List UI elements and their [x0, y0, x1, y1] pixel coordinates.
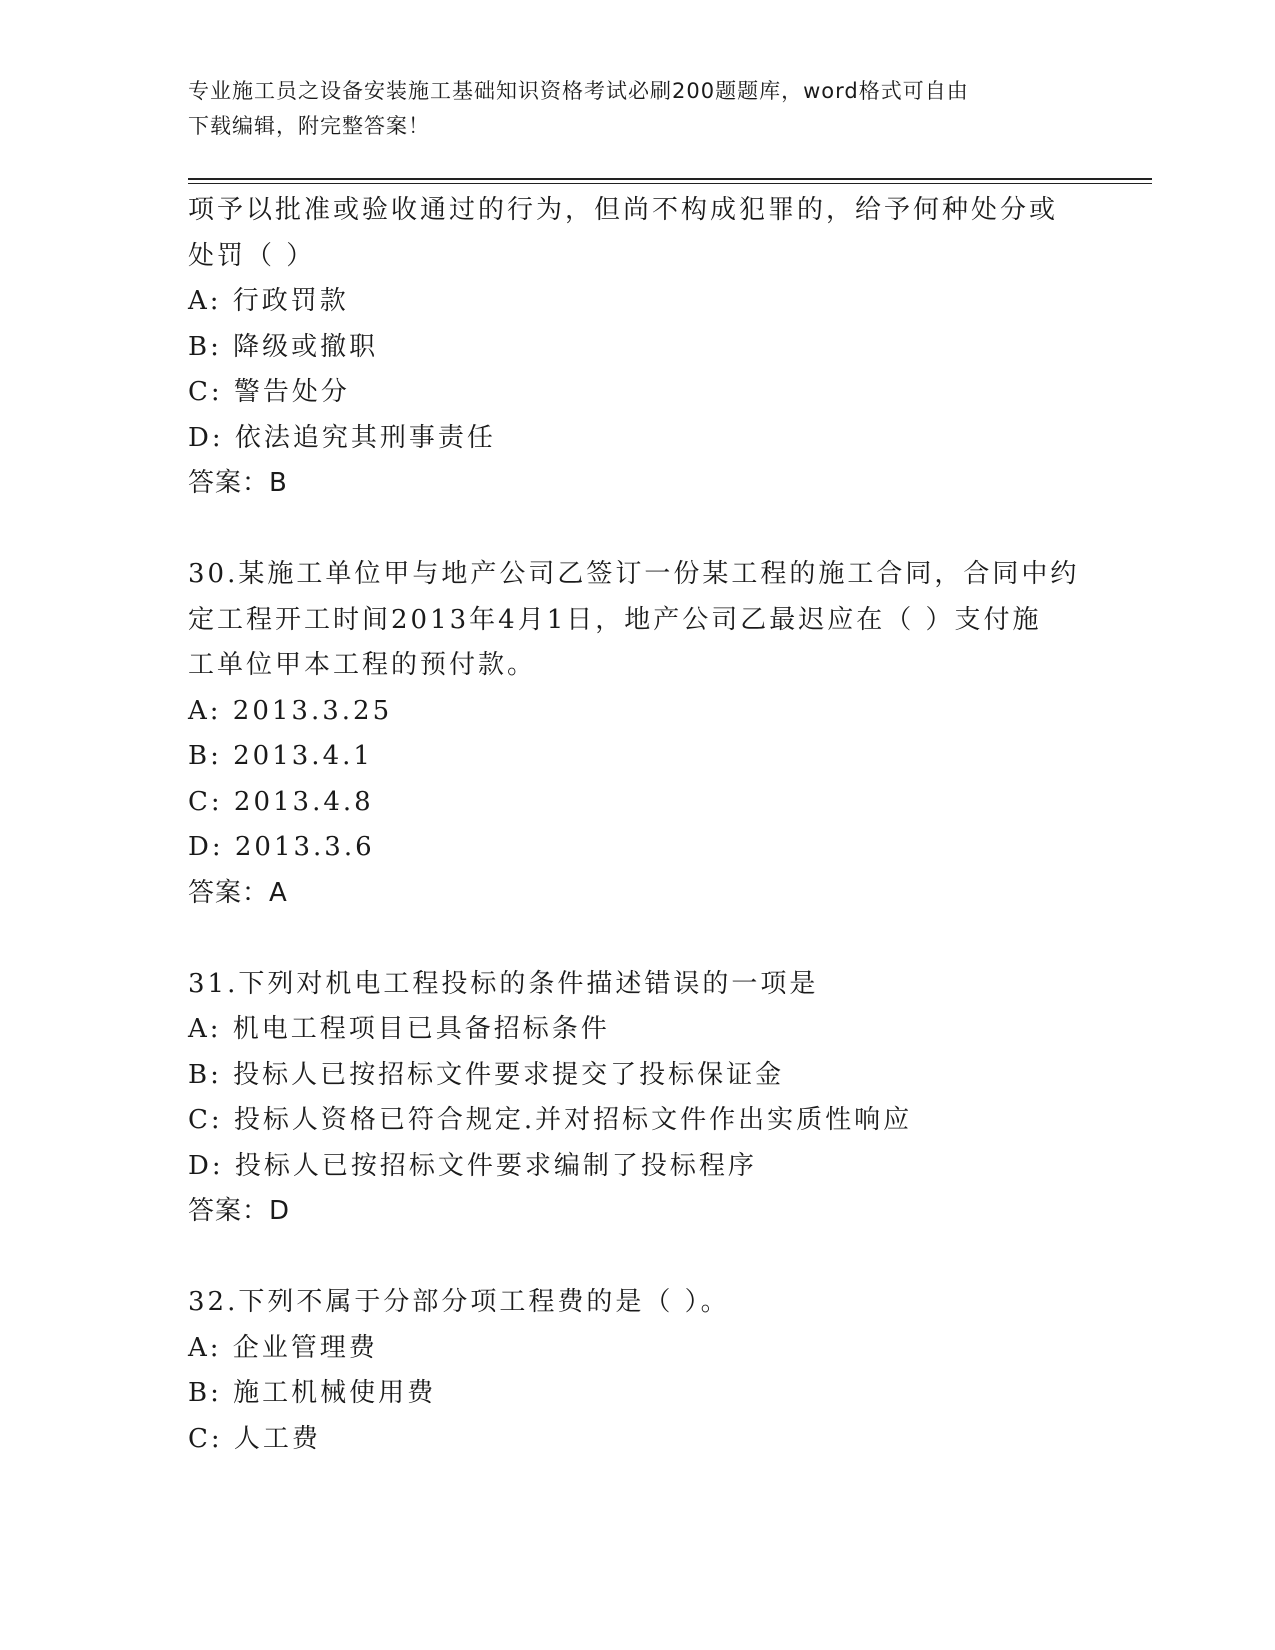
question-text: 定工程开工时间2013年4月1日，地产公司乙最迟应在（ ）支付施 — [188, 604, 1042, 635]
question-29 — [188, 188, 1088, 507]
question-text: 处罚（ ） — [188, 240, 316, 271]
answer: 答案：D — [188, 1196, 291, 1226]
option-b: B: 2013.4.1 — [188, 741, 373, 771]
option-c: C: 2013.4.8 — [188, 786, 374, 817]
header-divider-thin — [188, 183, 1152, 184]
header-divider-thick — [188, 178, 1152, 180]
question-text: 32.下列不属于分部分项工程费的是（ ）。 — [188, 1287, 730, 1317]
question-text: 31.下列对机电工程投标的条件描述错误的一项是 — [188, 968, 819, 999]
option-b: B: 投标人已按招标文件要求提交了投标保证金 — [188, 1059, 785, 1090]
question-text: 工单位甲本工程的预付款。 — [188, 650, 537, 680]
option-a: A: 机电工程项目已具备招标条件 — [188, 1014, 610, 1044]
option-b: B: 施工机械使用费 — [188, 1378, 437, 1408]
question-list — [188, 188, 1088, 1462]
question-32 — [188, 1280, 1088, 1462]
option-d: D: 投标人已按招标文件要求编制了投标程序 — [188, 1150, 757, 1181]
header-line-1: 专业施工员之设备安装施工基础知识资格考试必刷200题题库，word格式可自由 — [188, 79, 969, 103]
option-c: C: 警告处分 — [188, 377, 350, 407]
question-31 — [188, 962, 1088, 1235]
option-b: B: 降级或撤职 — [188, 331, 379, 362]
option-c: C: 人工费 — [188, 1423, 321, 1454]
document-header — [188, 74, 1068, 144]
option-c: C: 投标人资格已符合规定.并对招标文件作出实质性响应 — [188, 1105, 913, 1135]
option-a: A: 2013.3.25 — [188, 695, 393, 726]
option-a: A: 行政罚款 — [188, 286, 349, 316]
question-text: 30.某施工单位甲与地产公司乙签订一份某工程的施工合同，合同中约 — [188, 559, 1080, 589]
question-30 — [188, 552, 1088, 916]
option-d: D: 依法追究其刑事责任 — [188, 422, 496, 453]
header-line-2: 下载编辑，附完整答案！ — [188, 114, 430, 138]
option-d: D: 2013.3.6 — [188, 832, 375, 862]
question-text: 项予以批准或验收通过的行为，但尚不构成犯罪的，给予何种处分或 — [188, 195, 1059, 225]
answer: 答案：B — [188, 468, 288, 498]
answer: 答案：A — [188, 877, 288, 908]
option-a: A: 企业管理费 — [188, 1332, 378, 1363]
